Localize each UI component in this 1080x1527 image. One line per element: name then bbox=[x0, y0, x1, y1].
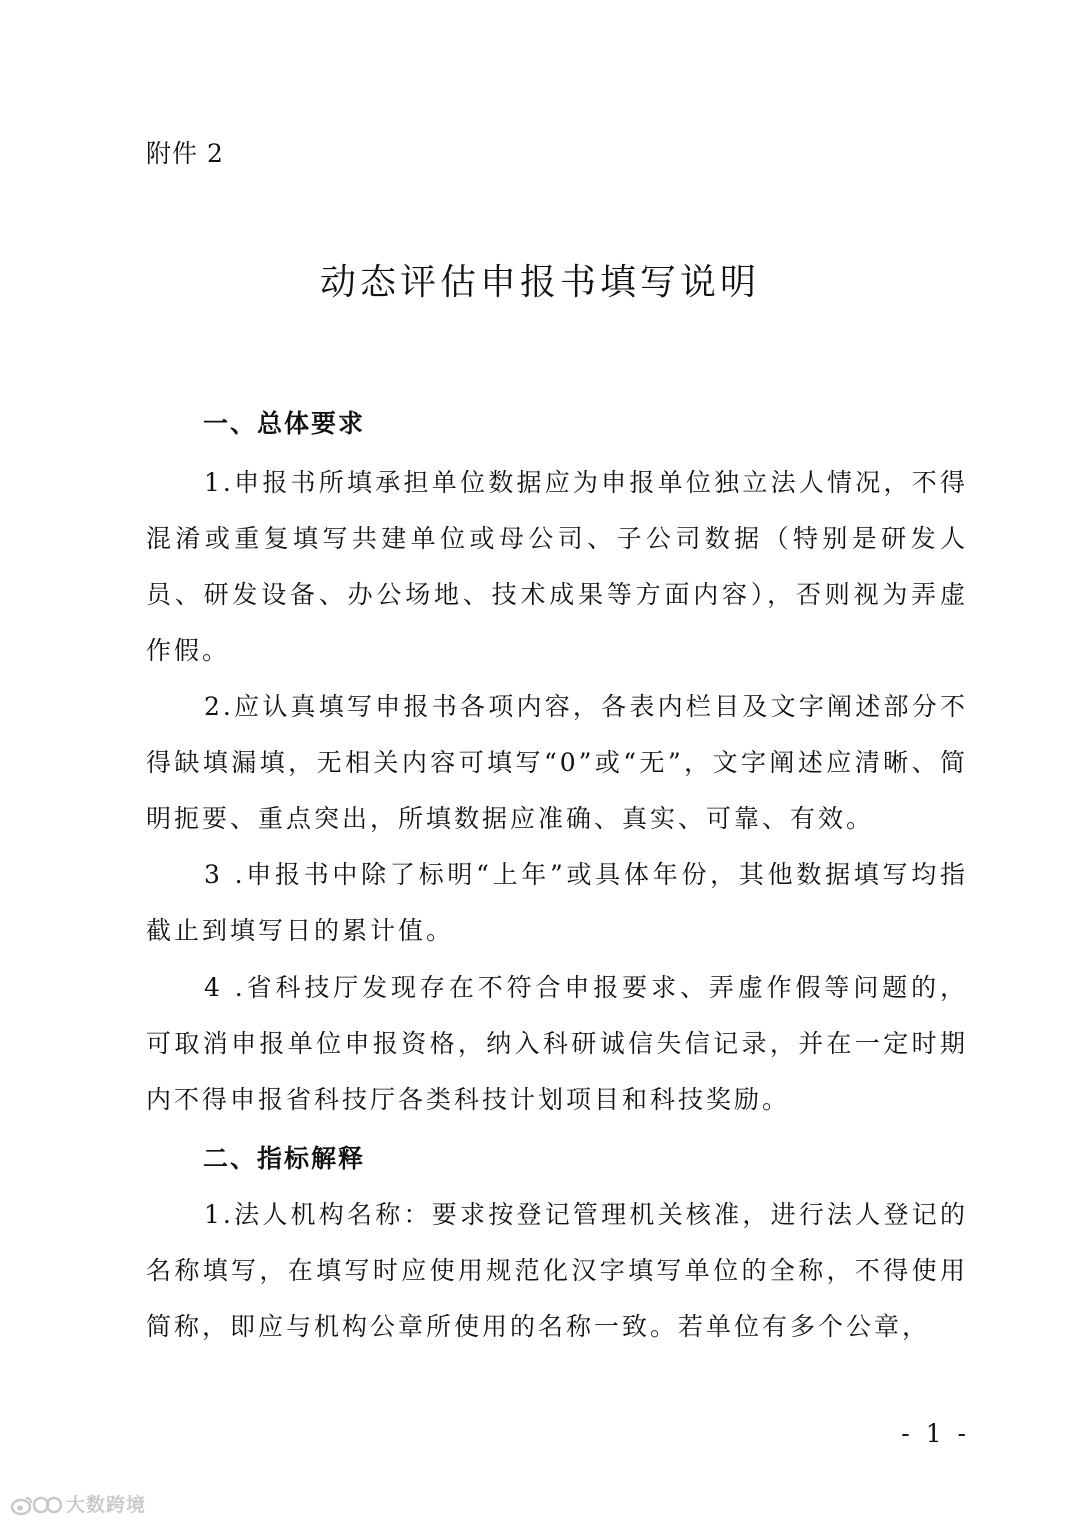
page-number: - 1 - bbox=[901, 1419, 970, 1448]
paragraph-1-3: 3 .申报书中除了标明“上年”或具体年份，其他数据填写均指截止到填写日的累计值。 bbox=[146, 860, 968, 945]
attachment-label: 附件 2 bbox=[146, 139, 224, 168]
document-title: 动态评估申报书填写说明 bbox=[319, 262, 760, 303]
paragraph-1-1: 1.申报书所填承担单位数据应为申报单位独立法人情况，不得混淆或重复填写共建单位或母公司、子公司数据（特别是研发人员、研发设备、办公场地、技术成果等方面内容），否则视为弄虚作假。 bbox=[146, 468, 968, 665]
paragraph-1-2: 2.应认真填写申报书各项内容，各表内栏目及文字阐述部分不得缺填漏填，无相关内容可填写“0”或“无”，文字阐述应清晰、简明扼要、重点突出，所填数据应准确、真实、可靠、有效。 bbox=[146, 692, 968, 833]
paragraph-1-4: 4 .省科技厅发现存在不符合申报要求、弄虚作假等问题的，可取消申报单位申报资格，纳入科研诚信失信记录，并在一定时期内不得申报省科技厅各类科技计划项目和科技奖励。 bbox=[146, 973, 968, 1114]
section-heading-indicator-explanation: 二、指标解释 bbox=[203, 1144, 366, 1173]
paragraph-2-1: 1.法人机构名称：要求按登记管理机关核准，进行法人登记的名称填写，在填写时应使用规范化汉字填写单位的全称，不得使用简称，即应与机构公章所使用的名称一致。若单位有多个公章， bbox=[146, 1200, 968, 1341]
section-heading-general-requirements: 一、总体要求 bbox=[203, 409, 366, 438]
watermark bbox=[10, 1493, 146, 1517]
weibo-logo-icon bbox=[10, 1494, 62, 1516]
watermark-text: 大数跨境 bbox=[66, 1494, 147, 1516]
